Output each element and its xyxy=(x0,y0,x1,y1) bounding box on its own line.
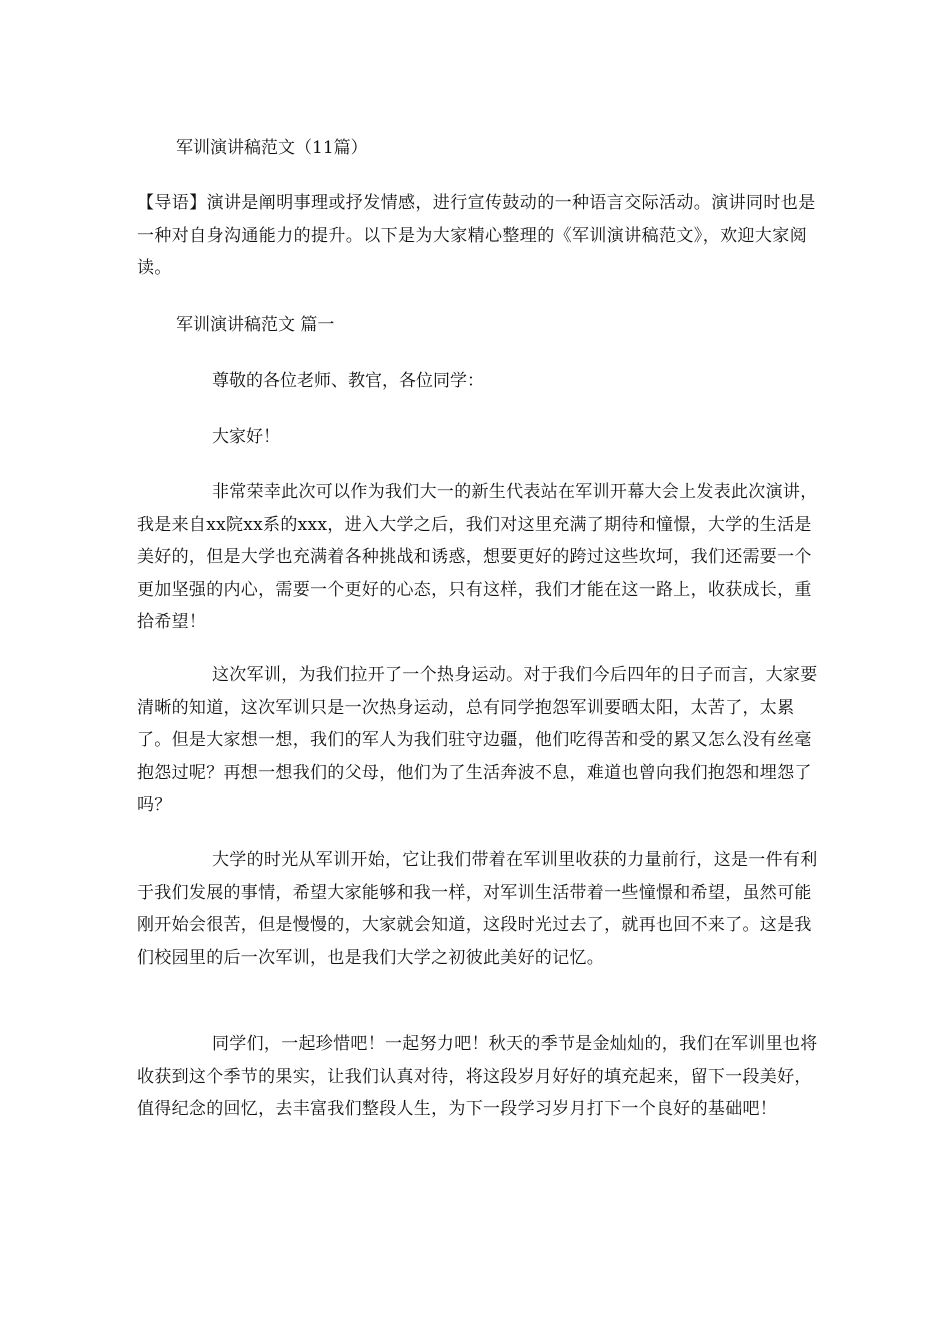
salutation: 尊敬的各位老师、教官，各位同学： xyxy=(212,371,484,391)
body-paragraph: 非常荣幸此次可以作为我们大一的新生代表站在军训开幕大会上发表此次演讲，我是来自xx院xx系的xxx，进入大学之后，我们对这里充满了期待和憧憬，大学的生活是美好的，但是大学也充满着各种挑战和诱惑，想要更好的跨过这些坎坷，我们还需要一个更加坚强的内心，需要一个更好的心态，只有这样，我们才能在这一路上，收获成长，重拾希望！ xyxy=(137,482,818,633)
body-paragraph: 这次军训，为我们拉开了一个热身运动。对于我们今后四年的日子而言，大家要清晰的知道，这次军训只是一次热身运动，总有同学抱怨军训要晒太阳，太苦了，太累了。但是大家想一想，我们的军人为我们驻守边疆，他们吃得苦和受的累又怎么没有丝毫抱怨过呢？再想一想我们的父母，他们为了生活奔波不息，难道也曾向我们抱怨和埋怨了吗？ xyxy=(137,665,818,816)
document-title: 军训演讲稿范文（11篇） xyxy=(176,138,368,158)
greeting: 大家好！ xyxy=(212,427,280,447)
body-paragraph: 同学们，一起珍惜吧！一起努力吧！秋天的季节是金灿灿的，我们在军训里也将收获到这个季节的果实，让我们认真对待，将这段岁月好好的填充起来，留下一段美好，值得纪念的回忆，去丰富我们整段人生，为下一段学习岁月打下一个良好的基础吧！ xyxy=(137,1034,818,1120)
intro-paragraph: 【导语】演讲是阐明事理或抒发情感，进行宣传鼓动的一种语言交际活动。演讲同时也是一种对自身沟通能力的提升。以下是为大家精心整理的《军训演讲稿范文》，欢迎大家阅读。 xyxy=(137,193,816,279)
body-paragraph: 大学的时光从军训开始，它让我们带着在军训里收获的力量前行，这是一件有利于我们发展的事情，希望大家能够和我一样，对军训生活带着一些憧憬和希望，虽然可能刚开始会很苦，但是慢慢的，大家就会知道，这段时光过去了，就再也回不来了。这是我们校园里的后一次军训，也是我们大学之初彼此美好的记忆。 xyxy=(137,850,818,968)
section-heading: 军训演讲稿范文 篇一 xyxy=(176,315,335,335)
